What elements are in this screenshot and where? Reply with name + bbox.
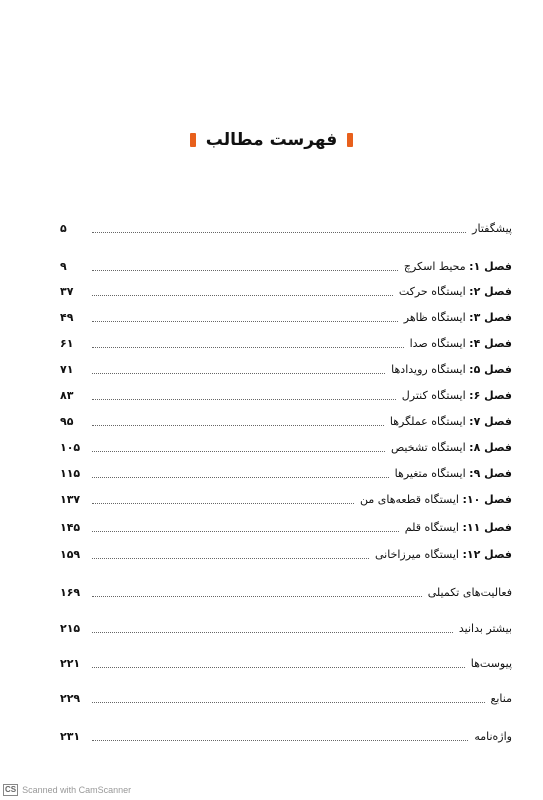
toc-entry xyxy=(60,360,512,378)
dot-leader xyxy=(92,595,422,597)
toc-entry-title: بیشتر بدانید xyxy=(458,622,512,635)
toc-page-number: ۶۱ xyxy=(60,337,74,350)
toc-entry-label xyxy=(371,547,512,563)
toc-page-number: ۵ xyxy=(60,222,67,235)
toc-page-number: ۸۳ xyxy=(60,389,74,402)
dot-leader xyxy=(92,530,399,532)
dot-leader xyxy=(92,346,404,348)
toc-entry-title: ایستگاه صدا xyxy=(409,337,466,350)
toc-entry-title: ایستگاه متغیرها xyxy=(394,467,466,480)
toc-entry-label xyxy=(398,388,512,404)
toc-page-number: ۷۱ xyxy=(60,363,74,376)
dot-leader xyxy=(92,269,398,271)
toc-entry-title: ایستگاه میرزاخانی xyxy=(374,548,459,561)
toc-page-number: ۱۵۹ xyxy=(60,548,81,561)
toc-entry xyxy=(60,412,512,430)
toc-entry xyxy=(60,334,512,352)
toc-chapter-number: فصل ۳: xyxy=(469,311,512,324)
toc-entry-label xyxy=(356,492,512,508)
toc-page-number: ۲۱۵ xyxy=(60,622,81,635)
toc-page-number: ۱۳۷ xyxy=(60,493,81,506)
toc-entry-title: ایستگاه کنترل xyxy=(401,389,466,402)
dot-leader xyxy=(92,666,465,668)
dot-leader xyxy=(92,739,468,741)
toc-entry-label xyxy=(400,310,512,326)
toc-entry-label xyxy=(400,259,512,275)
toc-chapter-number: فصل ۴: xyxy=(469,337,512,350)
toc-header xyxy=(0,128,543,152)
toc-chapter-number: فصل ۹: xyxy=(469,467,512,480)
toc-page-number: ۴۹ xyxy=(60,311,74,324)
toc-entry-title: ایستگاه رویدادها xyxy=(391,363,466,376)
toc-entry-label xyxy=(467,656,512,672)
toc-entry-label xyxy=(387,440,512,456)
toc-chapter-number: فصل ۶: xyxy=(469,389,512,402)
dot-leader xyxy=(92,372,385,374)
toc-page-number: ۲۲۹ xyxy=(60,692,81,705)
toc-entry-title: پیشگفتار xyxy=(472,222,512,235)
dot-leader xyxy=(92,450,385,452)
toc-chapter-number: فصل ۱۰: xyxy=(462,493,512,506)
toc-entry-title: ایستگاه قطعه‌های من xyxy=(360,493,459,506)
toc-page-number: ۱۶۹ xyxy=(60,586,81,599)
toc-entry-title: واژه‌نامه xyxy=(474,730,512,743)
toc-page-number: ۲۳۱ xyxy=(60,730,81,743)
dot-leader xyxy=(92,231,466,233)
toc-entry xyxy=(60,583,512,601)
toc-entry-label xyxy=(468,221,512,237)
toc-entry-title: ایستگاه تشخیص xyxy=(390,441,466,454)
toc-entry-label xyxy=(406,336,512,352)
toc-page-number: ۱۴۵ xyxy=(60,521,81,534)
toc-entry xyxy=(60,282,512,300)
header-accent-right xyxy=(347,133,353,147)
dot-leader xyxy=(92,557,369,559)
toc-entry-title: ایستگاه عملگرها xyxy=(389,415,466,428)
toc-entry-title: محیط اسکرچ xyxy=(403,260,466,273)
toc-entry-label xyxy=(424,585,512,601)
dot-leader xyxy=(92,424,384,426)
toc-entry-title: ایستگاه قلم xyxy=(404,521,459,534)
toc-entry-label xyxy=(470,729,512,745)
toc-entry xyxy=(60,619,512,637)
dot-leader xyxy=(92,320,398,322)
toc-entry xyxy=(60,438,512,456)
toc-entry xyxy=(60,308,512,326)
toc-entry xyxy=(60,464,512,482)
camscanner-text: Scanned with CamScanner xyxy=(22,785,132,795)
scanner-watermark xyxy=(0,782,131,798)
toc-chapter-number: فصل ۸: xyxy=(469,441,512,454)
toc-chapter-number: فصل ۵: xyxy=(469,363,512,376)
page-title: فهرست مطالب xyxy=(205,130,338,150)
camscanner-logo: CS xyxy=(5,785,17,794)
toc-entry-label xyxy=(386,414,512,430)
toc-page-number: ۲۲۱ xyxy=(60,657,81,670)
toc-chapter-number: فصل ۱۱: xyxy=(462,521,512,534)
toc-entry-title: پیوست‌ها xyxy=(470,657,512,670)
toc-entry xyxy=(60,490,512,508)
dot-leader xyxy=(92,476,389,478)
dot-leader xyxy=(92,631,453,633)
toc-page-number: ۹۵ xyxy=(60,415,74,428)
toc-entry-title: فعالیت‌های تکمیلی xyxy=(427,586,512,599)
toc-entry xyxy=(60,219,512,237)
toc-entry xyxy=(60,727,512,745)
toc-page-number: ۱۱۵ xyxy=(60,467,81,480)
toc-entry-label xyxy=(401,520,512,536)
toc-entry-title: منابع xyxy=(490,692,512,705)
toc-entry-label xyxy=(391,466,512,482)
toc-chapter-number: فصل ۱: xyxy=(469,260,512,273)
toc-entry-label xyxy=(387,362,512,378)
dot-leader xyxy=(92,701,485,703)
toc-entry xyxy=(60,257,512,275)
toc-entry xyxy=(60,689,512,707)
toc-entry xyxy=(60,545,512,563)
toc-entry-label xyxy=(455,621,512,637)
toc-chapter-number: فصل ۲: xyxy=(469,285,512,298)
toc-entry xyxy=(60,518,512,536)
dot-leader xyxy=(92,398,396,400)
toc-entry-title: ایستگاه ظاهر xyxy=(403,311,466,324)
dot-leader xyxy=(92,294,393,296)
toc-entry-label xyxy=(487,691,512,707)
toc-chapter-number: فصل ۱۲: xyxy=(462,548,512,561)
toc-entry xyxy=(60,386,512,404)
dot-leader xyxy=(92,502,354,504)
toc-page-number: ۱۰۵ xyxy=(60,441,81,454)
toc-page-number: ۳۷ xyxy=(60,285,74,298)
toc-chapter-number: فصل ۷: xyxy=(469,415,512,428)
header-accent-left xyxy=(190,133,196,147)
toc-entry xyxy=(60,654,512,672)
toc-entry-label xyxy=(395,284,512,300)
toc-entry-title: ایستگاه حرکت xyxy=(398,285,466,298)
toc-page-number: ۹ xyxy=(60,260,67,273)
